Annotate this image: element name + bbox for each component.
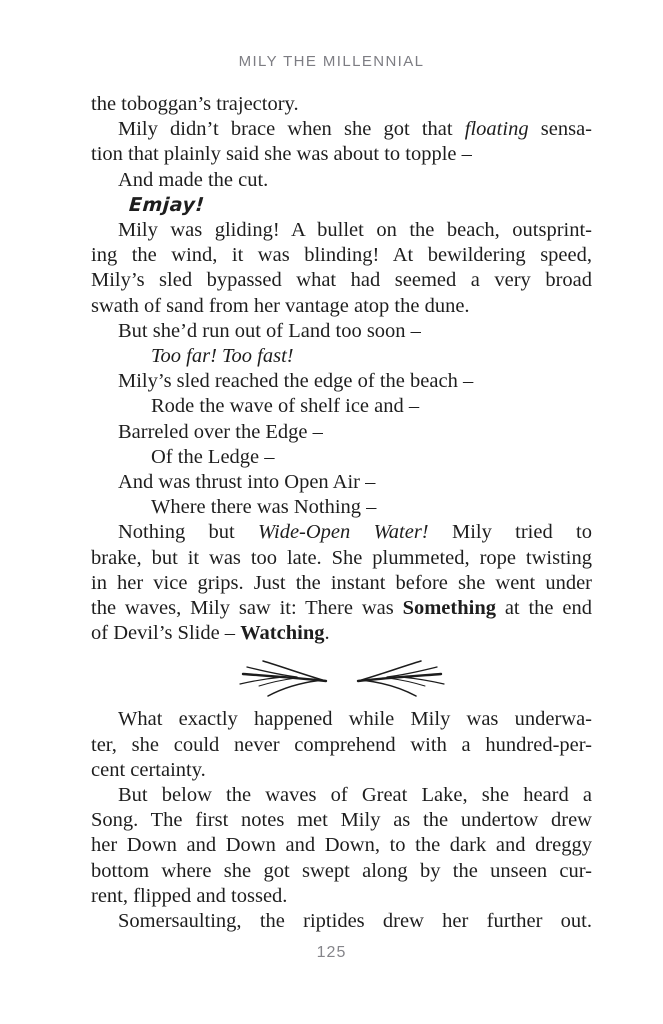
text-line (91, 909, 592, 934)
text-line (91, 783, 592, 808)
text-line (91, 621, 592, 646)
text-segment: Of the Ledge – (151, 445, 275, 468)
text-segment: Rode the wave of shelf ice and – (151, 395, 420, 418)
text-segment: ing the wind, it was blinding! At bewildering speed, (91, 244, 592, 267)
text-segment: Wide-Open Water! (258, 521, 429, 544)
text-line (91, 833, 592, 858)
text-line (91, 808, 592, 833)
text-segment: tion that plainly said she was about to topple – (91, 143, 472, 166)
text-block-1 (91, 92, 592, 646)
text-segment: Mily was gliding! A bullet on the beach, outsprint- (118, 219, 592, 242)
text-line (91, 758, 592, 783)
ornament-divider (91, 646, 592, 707)
text-segment: . (324, 622, 330, 645)
text-line (91, 268, 592, 293)
text-line (91, 117, 592, 142)
text-line (91, 470, 592, 495)
text-line (91, 344, 592, 369)
text-segment: Song. The first notes met Mily as the undertow drew (91, 809, 592, 832)
text-line (91, 520, 592, 545)
text-line (91, 394, 592, 419)
text-line (91, 294, 592, 319)
text-segment: the waves, Mily saw it: There was (91, 597, 403, 620)
text-line (91, 571, 592, 596)
text-line (91, 168, 592, 193)
running-header: MILY THE MILLENNIAL (238, 53, 425, 70)
text-line (91, 218, 592, 243)
text-segment: bottom where she got swept along by the unseen cur- (91, 859, 592, 882)
text-segment: in her vice grips. Just the instant before she went under (91, 571, 592, 594)
text-segment: But she’d run out of Land too soon – (118, 319, 421, 342)
text-segment: Emjay! (128, 193, 206, 216)
text-line (91, 495, 592, 520)
text-segment: Too far! Too fast! (151, 345, 294, 368)
text-segment: What exactly happened while Mily was underwa- (118, 708, 592, 731)
twig-ornament-left (237, 655, 329, 699)
text-segment: But below the waves of Great Lake, she heard a (118, 784, 592, 807)
text-segment: at the end (495, 597, 592, 620)
text-line (91, 420, 592, 445)
text-segment: rent, flipped and tossed. (91, 884, 288, 907)
text-segment: the toboggan’s trajectory. (91, 93, 299, 115)
text-line (91, 92, 592, 117)
text-segment: And was thrust into Open Air – (118, 471, 376, 494)
text-line (91, 319, 592, 344)
text-line (91, 546, 592, 571)
text-segment: floating (464, 118, 529, 141)
text-segment: of Devil’s Slide – (91, 622, 241, 645)
text-block-2 (91, 707, 592, 934)
text-line (91, 859, 592, 884)
text-segment: Mily didn’t brace when she got that (118, 118, 465, 141)
text-line (91, 369, 592, 394)
text-segment: Barreled over the Edge – (118, 420, 323, 443)
text-line (91, 445, 592, 470)
text-segment: Something (402, 597, 496, 620)
text-segment: brake, but it was too late. She plummeted, rope twisting (91, 546, 592, 569)
text-line (91, 243, 592, 268)
text-line (91, 142, 592, 167)
text-segment: Watching (240, 622, 325, 645)
text-line (91, 733, 592, 758)
text-segment: Mily’s sled bypassed what had seemed a very broad (91, 269, 592, 292)
text-segment: ter, she could never comprehend with a hundred-per- (91, 733, 592, 756)
text-segment: Mily tried to (428, 521, 592, 544)
text-segment: Somersaulting, the riptides drew her further out. (118, 910, 592, 933)
text-line (91, 884, 592, 909)
text-segment: her Down and Down and Down, to the dark and dreggy (91, 834, 592, 857)
body-text (91, 92, 592, 934)
twig-ornament-right (355, 655, 447, 699)
text-segment: swath of sand from her vantage atop the dune. (91, 294, 470, 317)
text-segment: cent certainty. (91, 758, 206, 781)
text-segment: Nothing but (118, 521, 259, 544)
text-segment: Mily’s sled reached the edge of the beach – (118, 370, 474, 393)
text-segment: Where there was Nothing – (151, 496, 377, 519)
page-number: 125 (316, 944, 347, 961)
text-segment: And made the cut. (118, 168, 269, 191)
text-line (91, 707, 592, 732)
text-line (91, 596, 592, 621)
text-segment: sensa- (528, 118, 592, 141)
text-line (91, 193, 592, 218)
